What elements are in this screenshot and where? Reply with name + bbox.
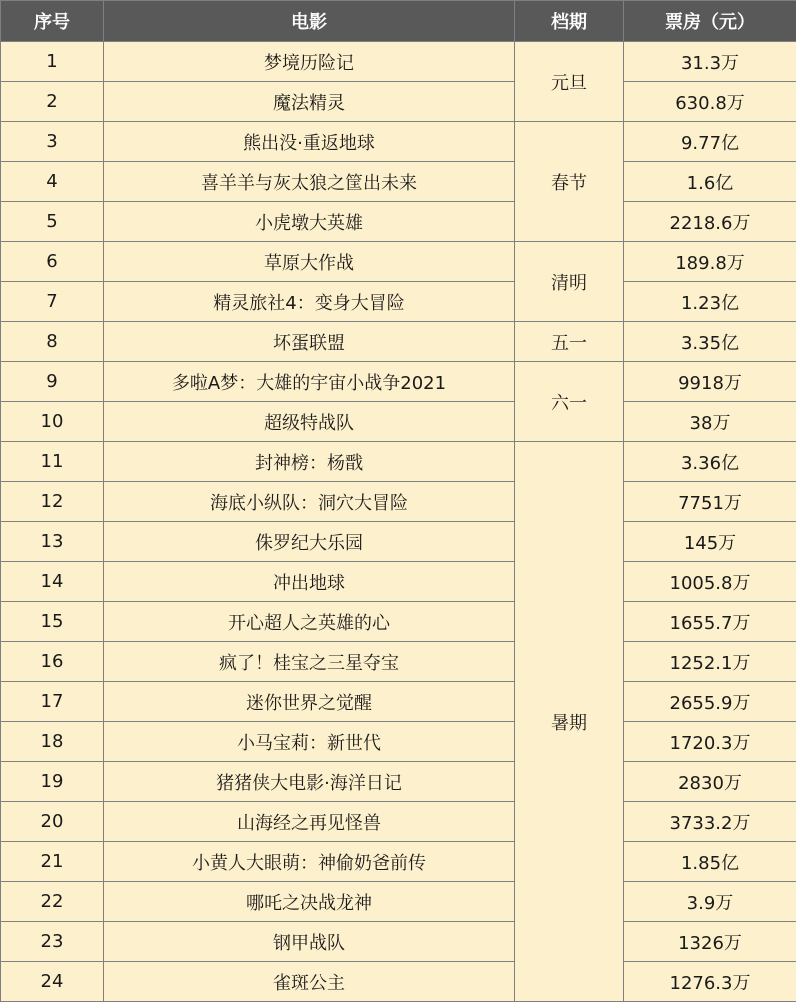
cell-no: 15 (1, 602, 104, 642)
cell-film: 海底小纵队：洞穴大冒险 (104, 482, 515, 522)
table-row (1, 642, 796, 682)
table-row (1, 482, 796, 522)
cell-film: 疯了！桂宝之三星夺宝 (104, 642, 515, 682)
cell-box-office: 7751万 (624, 482, 796, 522)
cell-box-office: 1720.3万 (624, 722, 796, 762)
table-row (1, 282, 796, 322)
cell-no: 9 (1, 362, 104, 402)
cell-no: 8 (1, 322, 104, 362)
cell-film: 山海经之再见怪兽 (104, 802, 515, 842)
cell-no: 1 (1, 42, 104, 82)
cell-film: 小马宝莉：新世代 (104, 722, 515, 762)
cell-box-office: 1.85亿 (624, 842, 796, 882)
cell-film: 封神榜：杨戬 (104, 442, 515, 482)
cell-box-office: 1005.8万 (624, 562, 796, 602)
table-row (1, 722, 796, 762)
cell-film: 多啦A梦：大雄的宇宙小战争2021 (104, 362, 515, 402)
cell-box-office: 1.6亿 (624, 162, 796, 202)
table-row (1, 402, 796, 442)
cell-no: 6 (1, 242, 104, 282)
cell-film: 侏罗纪大乐园 (104, 522, 515, 562)
table-row (1, 562, 796, 602)
cell-no: 10 (1, 402, 104, 442)
cell-film: 冲出地球 (104, 562, 515, 602)
table-row (1, 522, 796, 562)
cell-slot: 元旦 (515, 42, 624, 122)
table-row (1, 322, 796, 362)
cell-film: 猪猪侠大电影·海洋日记 (104, 762, 515, 802)
cell-film: 熊出没·重返地球 (104, 122, 515, 162)
cell-box-office: 1326万 (624, 922, 796, 962)
table-row (1, 762, 796, 802)
cell-no: 12 (1, 482, 104, 522)
header-film: 电影 (104, 1, 515, 42)
cell-film: 小虎墩大英雄 (104, 202, 515, 242)
cell-no: 19 (1, 762, 104, 802)
cell-box-office: 2218.6万 (624, 202, 796, 242)
cell-box-office: 2655.9万 (624, 682, 796, 722)
cell-box-office: 38万 (624, 402, 796, 442)
cell-no: 4 (1, 162, 104, 202)
cell-no: 22 (1, 882, 104, 922)
cell-no: 14 (1, 562, 104, 602)
cell-no: 23 (1, 922, 104, 962)
cell-no: 11 (1, 442, 104, 482)
table-header (1, 1, 796, 42)
table-row (1, 882, 796, 922)
cell-box-office: 3.36亿 (624, 442, 796, 482)
cell-box-office: 3.35亿 (624, 322, 796, 362)
cell-no: 17 (1, 682, 104, 722)
table-row (1, 202, 796, 242)
cell-film: 超级特战队 (104, 402, 515, 442)
cell-no: 13 (1, 522, 104, 562)
cell-film: 坏蛋联盟 (104, 322, 515, 362)
table-row (1, 82, 796, 122)
cell-slot: 暑期 (515, 442, 624, 1002)
cell-box-office: 9.77亿 (624, 122, 796, 162)
cell-box-office: 189.8万 (624, 242, 796, 282)
table-body (1, 42, 796, 1002)
cell-no: 18 (1, 722, 104, 762)
cell-box-office: 3.9万 (624, 882, 796, 922)
cell-film: 开心超人之英雄的心 (104, 602, 515, 642)
cell-slot: 春节 (515, 122, 624, 242)
table-row (1, 162, 796, 202)
cell-slot: 六一 (515, 362, 624, 442)
cell-no: 24 (1, 962, 104, 1002)
cell-box-office: 1276.3万 (624, 962, 796, 1002)
header-row (1, 1, 796, 42)
header-box-office: 票房（元） (624, 1, 796, 42)
cell-no: 3 (1, 122, 104, 162)
cell-no: 7 (1, 282, 104, 322)
cell-box-office: 145万 (624, 522, 796, 562)
cell-film: 小黄人大眼萌：神偷奶爸前传 (104, 842, 515, 882)
cell-no: 21 (1, 842, 104, 882)
cell-film: 精灵旅社4：变身大冒险 (104, 282, 515, 322)
table-row (1, 962, 796, 1002)
cell-slot: 清明 (515, 242, 624, 322)
cell-box-office: 1252.1万 (624, 642, 796, 682)
table-row (1, 442, 796, 482)
table-row (1, 602, 796, 642)
table-row (1, 362, 796, 402)
cell-box-office: 3733.2万 (624, 802, 796, 842)
cell-film: 魔法精灵 (104, 82, 515, 122)
cell-no: 16 (1, 642, 104, 682)
table-row (1, 42, 796, 82)
table-row (1, 242, 796, 282)
cell-film: 草原大作战 (104, 242, 515, 282)
table-row (1, 842, 796, 882)
table-row (1, 122, 796, 162)
cell-box-office: 31.3万 (624, 42, 796, 82)
table-row (1, 802, 796, 842)
cell-film: 哪吒之决战龙神 (104, 882, 515, 922)
cell-slot: 五一 (515, 322, 624, 362)
header-slot: 档期 (515, 1, 624, 42)
cell-box-office: 2830万 (624, 762, 796, 802)
cell-box-office: 9918万 (624, 362, 796, 402)
cell-no: 5 (1, 202, 104, 242)
table-row (1, 922, 796, 962)
cell-film: 迷你世界之觉醒 (104, 682, 515, 722)
header-no: 序号 (1, 1, 104, 42)
cell-box-office: 1.23亿 (624, 282, 796, 322)
cell-no: 20 (1, 802, 104, 842)
cell-film: 喜羊羊与灰太狼之筐出未来 (104, 162, 515, 202)
cell-no: 2 (1, 82, 104, 122)
table-row (1, 682, 796, 722)
cell-box-office: 1655.7万 (624, 602, 796, 642)
cell-film: 梦境历险记 (104, 42, 515, 82)
cell-film: 钢甲战队 (104, 922, 515, 962)
cell-film: 雀斑公主 (104, 962, 515, 1002)
cell-box-office: 630.8万 (624, 82, 796, 122)
